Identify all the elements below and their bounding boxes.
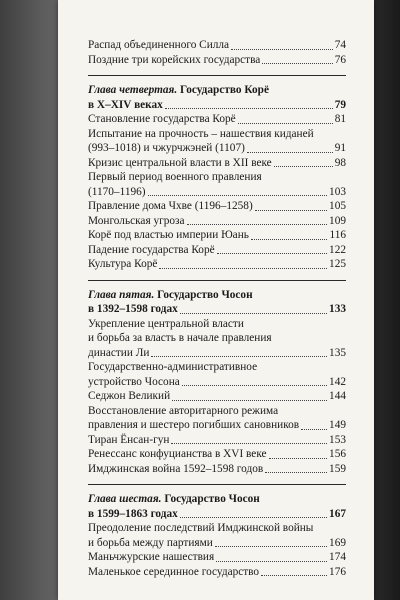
page-number: 109 (329, 214, 346, 227)
leader-dots (251, 239, 328, 240)
toc-entry-text: Кризис центральной власти в XII веке (88, 156, 272, 169)
page-number: 174 (329, 551, 346, 563)
toc-entry-text: Ренессанс конфуцианства в XVI веке (88, 448, 267, 460)
chapter-heading (88, 288, 346, 317)
leader-dots (265, 472, 327, 473)
leader-dots (187, 224, 328, 225)
leader-dots (172, 400, 327, 401)
page-number: 74 (334, 39, 346, 51)
toc-entry-text: Падение государства Корё (88, 243, 215, 256)
toc-entry-text: Седжон Великий (88, 390, 171, 402)
toc-entry (88, 228, 346, 243)
leader-dots (261, 575, 327, 576)
leader-dots (171, 443, 327, 444)
toc-entry (88, 53, 346, 68)
chapter-label: Глава четвертая. (88, 84, 178, 96)
page-number: 116 (329, 229, 346, 241)
leader-dots (159, 268, 327, 269)
right-background (372, 0, 400, 600)
page-number: 169 (329, 536, 346, 549)
toc-entry (88, 214, 346, 229)
toc-entry-text: Правление дома Чхве (1196–1258) (88, 200, 253, 212)
toc-entry-line: Укрепление центральной власти (88, 317, 244, 330)
leader-dots (269, 458, 328, 459)
toc-entry (88, 375, 346, 390)
chapter-label: Глава шестая. (88, 493, 162, 505)
leader-dots (148, 195, 328, 196)
toc-entry-text: (1170–1196) (88, 185, 146, 198)
chapter-separator (88, 484, 346, 485)
toc-entry-line: Первый период военного правления (88, 171, 262, 183)
toc-entry (88, 243, 346, 258)
page-number: 176 (329, 565, 346, 578)
toc-entry (88, 185, 346, 200)
chapter-title: Государство Чосон (164, 493, 260, 505)
page-number: 167 (329, 507, 346, 520)
page-number: 153 (329, 433, 346, 446)
page-number: 79 (334, 98, 346, 111)
toc-entry (88, 447, 346, 462)
chapter-separator (88, 75, 346, 76)
toc-entry (88, 346, 346, 361)
chapter-title: Государство Корё (180, 84, 269, 96)
page-number: 133 (329, 303, 346, 315)
toc-entry-text: Поздние три корейских государства (88, 53, 261, 66)
leader-dots (165, 108, 333, 109)
toc-entry (88, 156, 346, 171)
chapter-title-line2: в X–XIV веках (88, 98, 163, 111)
toc-entry (88, 536, 346, 551)
page-number: 144 (329, 390, 346, 402)
toc-entry-line: Восстановление авторитарного режима (88, 404, 279, 417)
toc-entry-text: Маньчжурские нашествия (88, 551, 215, 563)
chapter-title-line2: в 1599–1863 годах (88, 507, 178, 520)
page-number: 149 (329, 419, 346, 431)
page-number: 122 (329, 243, 346, 256)
page-number: 81 (334, 113, 346, 125)
chapter-separator (88, 280, 346, 281)
leader-dots (180, 517, 327, 518)
toc-entry-text: правления и шестеро погибших сановников (88, 419, 300, 431)
page-number: 125 (329, 258, 346, 270)
toc-entry-text: Имджинская война 1592–1598 годов (88, 462, 264, 475)
toc-entry (88, 433, 346, 448)
toc-entry (88, 38, 346, 53)
page-number: 142 (329, 375, 346, 388)
chapter-title-line2: в 1392–1598 годах (88, 303, 178, 315)
toc-entry (88, 565, 346, 580)
page-number: 76 (334, 53, 346, 66)
leader-dots (301, 429, 327, 430)
toc-entry (88, 418, 346, 433)
chapter-title: Государство Чосон (157, 288, 253, 301)
page-number: 103 (329, 185, 346, 198)
toc-entry-text: Становление государства Корё (88, 113, 236, 125)
toc-entry (88, 199, 346, 214)
toc-entry-line: и борьба за власть в начале правления (88, 332, 272, 344)
leader-dots (180, 313, 327, 314)
toc-entry (88, 112, 346, 127)
page-number: 156 (329, 448, 346, 460)
leader-dots (274, 166, 333, 167)
page-number: 98 (334, 156, 346, 169)
toc-entry (88, 389, 346, 404)
page-number: 135 (329, 346, 346, 359)
page-number: 159 (329, 462, 346, 475)
leader-dots (216, 561, 327, 562)
toc-entry (88, 257, 346, 272)
leader-dots (151, 356, 327, 357)
toc-entry-text: (993–1018) и чжурчжэней (1107) (88, 142, 245, 154)
table-of-contents (88, 38, 346, 579)
toc-entry (88, 141, 346, 156)
toc-entry (88, 462, 346, 477)
toc-entry (88, 550, 346, 565)
toc-entry-text: Тиран Ёнсан-гун (88, 433, 170, 446)
leader-dots (217, 253, 327, 254)
toc-entry-text: династии Ли (88, 346, 150, 359)
toc-entry-text: Корё под властью империи Юань (88, 229, 249, 241)
chapter-label: Глава пятая. (88, 288, 155, 301)
page-number: 105 (329, 200, 346, 212)
leader-dots (238, 123, 333, 124)
leader-dots (255, 210, 327, 211)
leader-dots (182, 385, 327, 386)
toc-entry-text: Распад объединенного Силла (88, 39, 230, 51)
leader-dots (215, 546, 327, 547)
leader-dots (262, 63, 332, 64)
toc-entry-line: Преодоление последствий Имджинской войны (88, 522, 314, 534)
toc-entry-text: Культура Корё (88, 258, 158, 270)
toc-entry-text: Монгольская угроза (88, 214, 185, 227)
toc-entry-line: Государственно-административное (88, 361, 258, 373)
toc-entry-text: и борьба между партиями (88, 536, 213, 549)
page-number: 91 (334, 142, 346, 154)
toc-entry-line: Испытание на прочность – нашествия киданей (88, 127, 314, 140)
toc-entry-text: Маленькое серединное государство (88, 565, 260, 578)
chapter-heading (88, 83, 346, 112)
leader-dots (231, 49, 333, 50)
leader-dots (247, 152, 333, 153)
book-page (58, 0, 374, 600)
toc-entry-text: устройство Чосона (88, 375, 180, 388)
chapter-heading (88, 492, 346, 521)
